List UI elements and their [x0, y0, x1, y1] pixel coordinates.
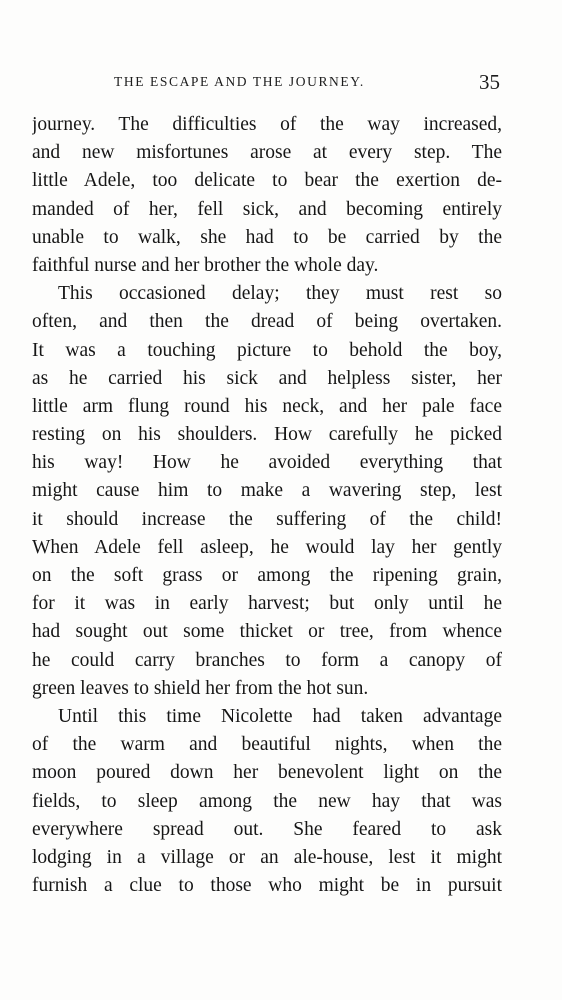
text-line: it should increase the suffering of the child! [32, 508, 502, 530]
text-line: This occasioned delay; they must rest so [58, 283, 502, 305]
text-line: might cause him to make a wavering step, lest [32, 480, 502, 502]
text-line: When Adele fell asleep, he would lay her gently [32, 536, 502, 558]
text-line: little arm flung round his neck, and her pale face [32, 395, 502, 417]
text-line: It was a touching picture to behold the boy, [32, 339, 502, 361]
text-line: moon poured down her benevolent light on the [32, 762, 502, 784]
text-line: on the soft grass or among the ripening grain, [32, 565, 502, 586]
text-line: furnish a clue to those who might be in pursuit [32, 875, 502, 897]
text-line: everywhere spread out. She feared to ask [32, 818, 502, 840]
text-line: often, and then the dread of being overtaken. [32, 311, 502, 333]
text-line: had sought out some thicket or tree, from whence [32, 621, 502, 643]
text-line: Until this time Nicolette had taken advantage [58, 705, 502, 727]
text-line: little Adele, too delicate to bear the exertion de- [32, 170, 502, 192]
running-title: THE ESCAPE AND THE JOURNEY. [114, 74, 365, 89]
text-line: his way! How he avoided everything that [32, 452, 502, 474]
body-text [32, 111, 502, 900]
text-line: he could carry branches to form a canopy of [32, 649, 502, 671]
text-line: unable to walk, she had to be carried by the [32, 226, 502, 248]
text-line: as he carried his sick and helpless sister, her [32, 367, 502, 389]
page-number: 35 [479, 70, 500, 94]
text-line: of the warm and beautiful nights, when the [32, 734, 502, 756]
running-head [32, 70, 502, 98]
text-line: fields, to sleep among the new hay that was [32, 790, 502, 812]
text-line: resting on his shoulders. How carefully he picked [32, 424, 502, 446]
text-line: and new misfortunes arose at every step. The [32, 142, 502, 164]
text-line: for it was in early harvest; but only until he [32, 593, 502, 615]
text-line: manded of her, fell sick, and becoming entirely [32, 198, 502, 220]
text-line: green leaves to shield her from the hot sun. [32, 677, 369, 699]
text-line: journey. The difficulties of the way increased, [32, 114, 502, 135]
text-line: faithful nurse and her brother the whole day. [32, 254, 379, 276]
text-line: lodging in a village or an ale-house, lest it might [32, 846, 502, 868]
